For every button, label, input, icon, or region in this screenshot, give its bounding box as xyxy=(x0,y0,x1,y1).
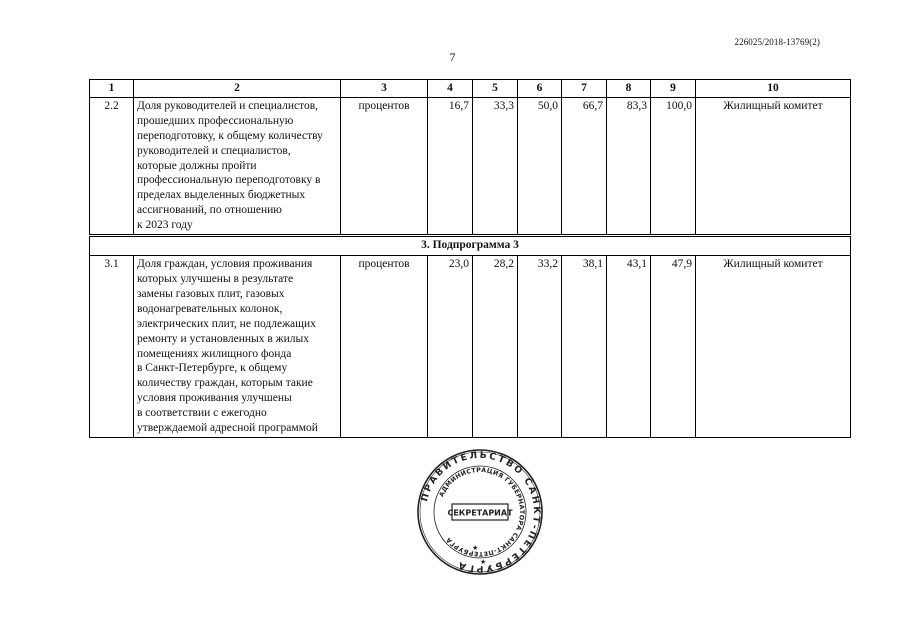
description-line: которых улучшены в результате xyxy=(137,272,294,285)
description-line: руководителей и специалистов, xyxy=(137,144,291,157)
col-header: 7 xyxy=(562,80,607,98)
row-number: 3.1 xyxy=(90,256,134,438)
value-cell: 16,7 xyxy=(428,97,473,235)
value-cell: 33,2 xyxy=(518,256,562,438)
secretariat-stamp xyxy=(416,448,544,576)
col-header: 5 xyxy=(473,80,518,98)
unit-cell: процентов xyxy=(341,256,428,438)
table-row xyxy=(90,97,851,235)
document-number: 226025/2018-13769(2) xyxy=(734,37,820,47)
description-line: переподготовку, к общему количеству xyxy=(137,129,323,142)
stamp-outer-text: ПРАВИТЕЛЬСТВО САНКТ-ПЕТЕРБУРГА xyxy=(419,449,543,575)
col-header: 9 xyxy=(651,80,696,98)
section-title: 3. Подпрограмма 3 xyxy=(90,236,851,256)
row-description xyxy=(134,97,341,235)
value-cell: 100,0 xyxy=(651,97,696,235)
description-line: к 2023 году xyxy=(137,219,193,232)
value-cell: 66,7 xyxy=(562,97,607,235)
description-line: пределах выделенных бюджетных xyxy=(137,189,306,202)
description-line: ассигнований, по отношению xyxy=(137,204,282,217)
description-line: водонагревательных колонок, xyxy=(137,302,283,315)
col-header: 2 xyxy=(134,80,341,98)
value-cell: 50,0 xyxy=(518,97,562,235)
description-line: в Санкт-Петербурге, к общему xyxy=(137,362,288,375)
description-line: утверждаемой адресной программой xyxy=(137,422,318,435)
col-header: 1 xyxy=(90,80,134,98)
page-number: 7 xyxy=(449,50,456,64)
row-description xyxy=(134,256,341,438)
indicators-table xyxy=(89,79,851,438)
description-line: ремонту и установленных в жилых xyxy=(137,332,309,345)
description-line: условия проживания улучшены xyxy=(137,392,292,405)
stamp-center-text: СЕКРЕТАРИАТ xyxy=(447,508,513,518)
description-line: прошедших профессиональную xyxy=(137,114,294,127)
unit-cell: процентов xyxy=(341,97,428,235)
col-header: 3 xyxy=(341,80,428,98)
col-header: 8 xyxy=(607,80,651,98)
description-line: Доля граждан, условия проживания xyxy=(137,258,313,271)
description-line: Доля руководителей и специалистов, xyxy=(137,99,319,112)
row-number: 2.2 xyxy=(90,97,134,235)
description-line: которые должны пройти xyxy=(137,159,257,172)
value-cell: 43,1 xyxy=(607,256,651,438)
description-line: электрических плит, не подлежащих xyxy=(137,317,316,330)
value-cell: 38,1 xyxy=(562,256,607,438)
col-header: 10 xyxy=(696,80,851,98)
col-header: 6 xyxy=(518,80,562,98)
responsible-cell: Жилищный комитет xyxy=(696,256,851,438)
value-cell: 83,3 xyxy=(607,97,651,235)
table-row xyxy=(90,256,851,438)
value-cell: 47,9 xyxy=(651,256,696,438)
value-cell: 23,0 xyxy=(428,256,473,438)
description-line: помещениях жилищного фонда xyxy=(137,347,292,360)
star-icon: ★ xyxy=(480,558,487,566)
section-row xyxy=(90,236,851,256)
description-line: профессиональную переподготовку в xyxy=(137,174,321,187)
responsible-cell: Жилищный комитет xyxy=(696,97,851,235)
header-row xyxy=(90,80,851,98)
description-line: в соответствии с ежегодно xyxy=(137,407,267,420)
value-cell: 28,2 xyxy=(473,256,518,438)
stamp-inner-text: АДМИНИСТРАЦИЯ ГУБЕРНАТОРА САНКТ-ПЕТЕРБУРГА xyxy=(438,466,526,558)
description-line: замены газовых плит, газовых xyxy=(137,287,285,300)
description-line: количеству граждан, которым такие xyxy=(137,377,313,390)
col-header: 4 xyxy=(428,80,473,98)
value-cell: 33,3 xyxy=(473,97,518,235)
star-icon: ★ xyxy=(472,544,479,552)
